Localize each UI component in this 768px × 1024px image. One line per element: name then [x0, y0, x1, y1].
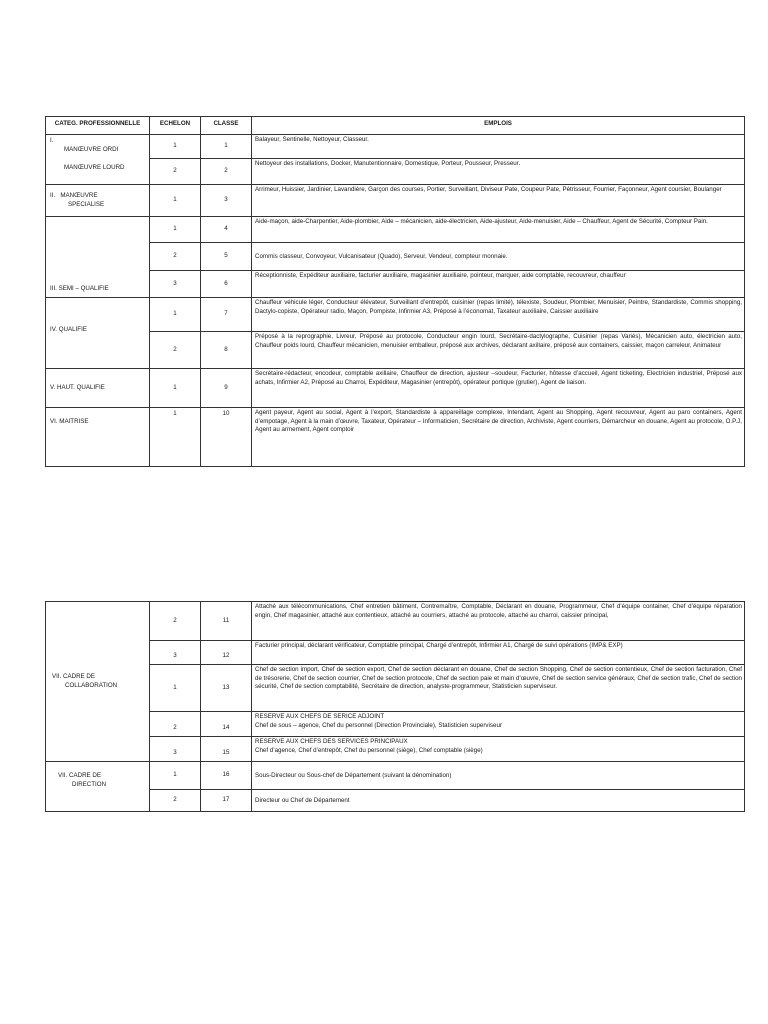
classe-cell: 6: [201, 271, 252, 298]
emplois-cell: Aide-maçon, aide-Charpentier, Aide-plombier, Aide – mécanicien, aide-électricien, Aide-ajusteur, Aide-menuisier, Aide – Chauffeur, Agent de Sécurité, Compteur Pain.: [252, 217, 745, 243]
emplois-cell: Directeur ou Chef de Département: [252, 790, 745, 812]
table-row: [46, 408, 745, 467]
echelon-cell: 1: [150, 135, 201, 159]
category-cell-manoeuvre-specialise: [46, 185, 150, 217]
echelon-cell: 2: [150, 602, 201, 641]
table-row: [46, 217, 745, 243]
classe-cell: 11: [201, 602, 252, 641]
table-row: [46, 185, 745, 217]
header-categ: CATEG. PROFESSIONNELLE: [46, 117, 150, 135]
echelon-cell: 3: [150, 737, 201, 762]
table-row: [46, 298, 745, 332]
category-label: COLLABORATION: [65, 681, 118, 689]
classe-cell: 2: [201, 159, 252, 185]
category-numeral: I.: [50, 137, 54, 144]
table-row: [46, 159, 745, 185]
category-cell-maitrise: VI. MAITRISE: [46, 408, 150, 467]
category-label: DIRECTION: [72, 780, 107, 788]
emplois-cell: Facturier principal, déclarant vérificateur, Comptable principal, Chargé d’entrepôt, Infirmier A1, Chargé de suivi opérations (IMP& EXP): [252, 641, 745, 665]
table-row: [46, 790, 745, 812]
emplois-text: Chef de sous – agence, Chef du personnel (Direction Provinciale), Statisticien superviseur: [255, 721, 502, 729]
table-row: [46, 762, 745, 790]
classe-cell: 12: [201, 641, 252, 665]
table-row: [46, 243, 745, 271]
echelon-cell: 1: [150, 665, 201, 712]
echelon-cell: 1: [150, 185, 201, 217]
classe-cell: 9: [201, 369, 252, 408]
echelon-cell: 2: [150, 712, 201, 737]
category-cell-qualifie: IV. QUALIFIE: [46, 298, 150, 369]
emplois-cell: [252, 712, 745, 737]
table-row: [46, 737, 745, 762]
category-label: MANŒUVRE LOURD: [64, 164, 125, 172]
classe-cell: 4: [201, 217, 252, 243]
category-cell-cadre-direction: [46, 762, 150, 812]
echelon-cell: 2: [150, 790, 201, 812]
table-row: [46, 135, 745, 159]
table-row: [46, 602, 745, 641]
echelon-cell: 3: [150, 641, 201, 665]
emplois-cell: Attaché aux télécommunications, Chef entretien bâtiment, Contremaître, Comptable, Déclarant en douane, Programmeur, Chef d’équipe container, Chef d’équipe réparation engin, Chef magasinier, attaché aux contentieux, attaché au courriers, attaché au protocole, attaché au charroi, caissier principal,: [252, 602, 745, 641]
echelon-cell: 2: [150, 159, 201, 185]
emplois-cell: Agent payeur, Agent au social, Agent à l’export, Standardiste à appareillage complexe, Intendant, Agent au Shopping, Agent recouvreur, Agent au paro containers, Agent d’empotage, Agent à la main d’œuvre, Taxateur, Opérateur – Informaticien, Secrétaire de direction, Archiviste, Agent courriers, Démarcheur en douane, Agent au protocole, O.P.J, Agent au armement, Agent comptoir: [252, 408, 745, 467]
table-row: [46, 332, 745, 369]
category-numeral: II.: [50, 191, 56, 199]
emplois-cell: Réceptionniste, Expéditeur auxiliaire, facturier auxiliaire, magasinier auxiliaire, pointeur, marquer, aide comptable, recouvreur, chauffeur: [252, 271, 745, 298]
classe-cell: 13: [201, 665, 252, 712]
classe-cell: 17: [201, 790, 252, 812]
emplois-cell: Arrimeur, Huissier, Jardinier, Lavandière, Garçon des courses, Portier, Surveillant, Diviseur Pate, Coupeur Pate, Pétrisseur, Fourrier, Façonneur, Agent coursier, Boulanger: [252, 185, 745, 217]
echelon-cell: 1: [150, 369, 201, 408]
emplois-cell: Chauffeur véhicule léger, Conducteur élévateur, Surveillant d’entrepôt, cuisinier (repas limité), télexiste, Soudeur, Plombier, Menuisier, Peintre, Standardiste, Commis shopping, Dactylo-copiste, Opérateur radio, Maçon, Pompiste, Infirmier A3, Préposé à l’économat, Taxateur auxiliaire, Caissier auxiliaire: [252, 298, 745, 332]
classe-cell: 14: [201, 712, 252, 737]
emplois-cell: Commis classeur, Convoyeur, Vulcanisateur (Quado), Serveur, Vendeur, compteur monnaie.: [252, 243, 745, 271]
category-cell-cadre-collaboration: [46, 602, 150, 762]
table-row: [46, 641, 745, 665]
category-label: MANŒUVRE ORDI: [64, 145, 119, 153]
classe-cell: 7: [201, 298, 252, 332]
classe-cell: 3: [201, 185, 252, 217]
category-label: MANŒUVRE: [60, 191, 98, 199]
echelon-cell: 1: [150, 408, 201, 467]
echelon-cell: 2: [150, 243, 201, 271]
table-row: [46, 665, 745, 712]
echelon-cell: 3: [150, 271, 201, 298]
echelon-cell: 1: [150, 298, 201, 332]
table-row: [46, 271, 745, 298]
table-row: [46, 712, 745, 737]
classe-cell: 10: [201, 408, 252, 467]
emplois-text: Chef d’agence, Chef d’entrepôt, Chef du personnel (siège), Chef comptable (siège): [255, 746, 483, 754]
classe-cell: 16: [201, 762, 252, 790]
classe-cell: 5: [201, 243, 252, 271]
emplois-cell: [252, 737, 745, 762]
emplois-heading: RESERVE AUX CHEFS DE SERICE ADJOINT: [255, 713, 385, 720]
classification-table-bottom: [45, 601, 745, 812]
emplois-cell: Préposé à la reprographie, Livreur, Préposé au protocole, Conducteur engin lourd, Secrétaire-dactylographe, Cuisinier (repas Variés), Mécanicien auto, électricien auto, Chauffeur poids lourd, Chauffeur mécanicien, menuisier emballeur, préposé aux archives, déclarant axillaire, préposé aux containers, caissier, maçon carreleur, Animateur: [252, 332, 745, 369]
emplois-cell: Nettoyeur des installations, Docker, Manutentionnaire, Domestique, Porteur, Pousseur, Presseur.: [252, 159, 745, 185]
classification-table-top: [45, 116, 745, 467]
classe-cell: 8: [201, 332, 252, 369]
emplois-cell: Balayeur, Sentinelle, Nettoyeur, Classeur.: [252, 135, 745, 159]
emplois-cell: Secrétaire-rédacteur, encodeur, comptable axillaire, Chauffeur de direction, ajusteur –soudeur, Facturier, hôtesse d’accueil, Agent ticketing, Electricien industriel, Préposé aux achats, Infirmier A2, Préposé au Charroi, Expéditeur, Magasinier (entrepôt), opérateur portique (grutier), Agent de liaison.: [252, 369, 745, 408]
classe-cell: 15: [201, 737, 252, 762]
header-classe: CLASSE: [201, 117, 252, 135]
category-label: SPECIALISE: [68, 200, 105, 208]
emplois-cell: Sous-Directeur ou Sous-chef de Département (suivant la dénomination): [252, 762, 745, 790]
emplois-heading: RESERVE AUX CHEFS DES SERVICES PRINCIPAUX: [255, 738, 408, 745]
category-cell-semi-qualifie: III. SEMI – QUALIFIE: [46, 217, 150, 298]
echelon-cell: 1: [150, 217, 201, 243]
echelon-cell: 1: [150, 762, 201, 790]
header-emplois: EMPLOIS: [252, 117, 745, 135]
emplois-cell: Chef de section import, Chef de section export, Chef de section déclarant en douane, Chef de section Shopping, Chef de section contentieux, Chef de section facturation, Chef de trésorerie, Chef de section courrier, Chef de section protocole, Chef de section paie et main d’œuvre, Chef de section service généraux, Chef de section trafic, Chef de section sécurité, Chef de section comptabilité, Secrétaire de direction, analyste-programmeur, Statisticien superviseur.: [252, 665, 745, 712]
table-row: [46, 369, 745, 408]
echelon-cell: 2: [150, 332, 201, 369]
header-echelon: ECHELON: [150, 117, 201, 135]
category-label: VII. CADRE DE: [52, 672, 95, 680]
category-cell-haut-qualifie: V. HAUT. QUALIFIE: [46, 369, 150, 408]
category-cell-manoeuvre: [46, 135, 150, 185]
classe-cell: 1: [201, 135, 252, 159]
category-label: VII. CADRE DE: [58, 772, 101, 779]
